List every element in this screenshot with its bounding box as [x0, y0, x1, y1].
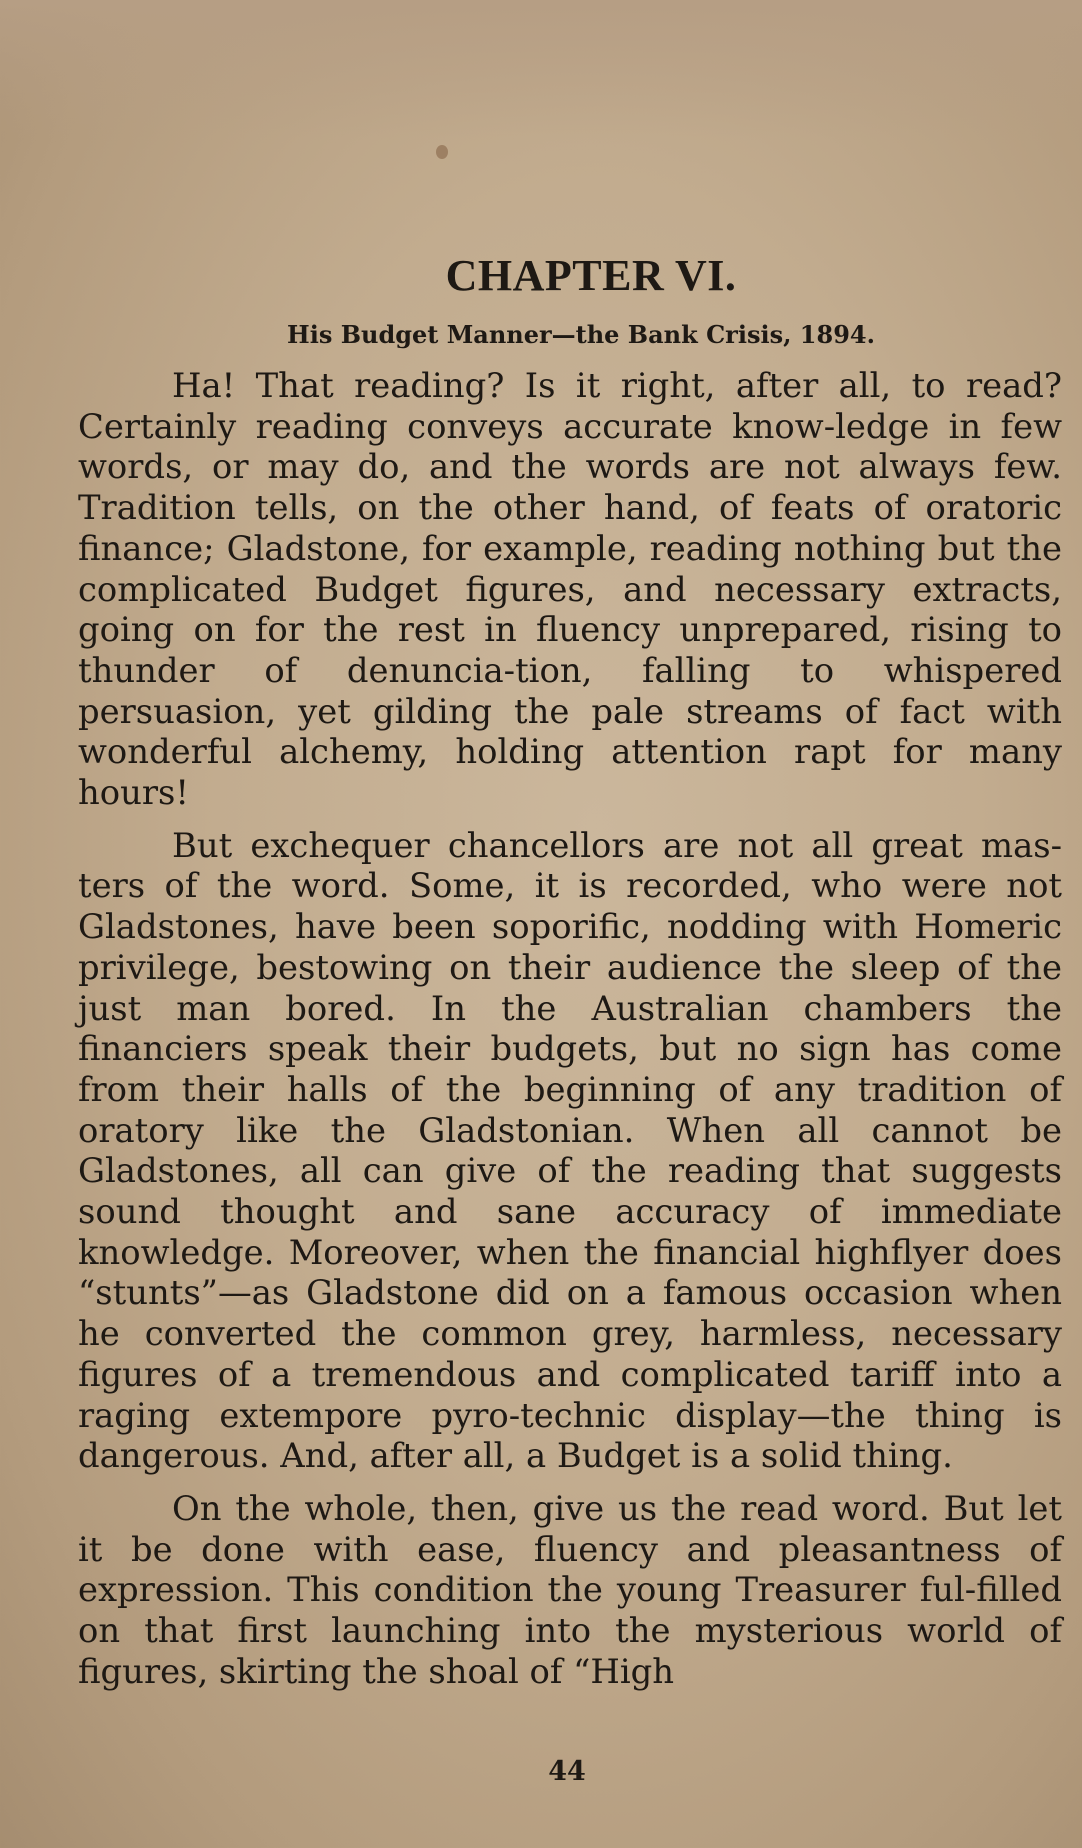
paragraph: But exchequer chancellors are not all great mas-ters of the word. Some, it is recorded, who were not Gladstones, have been soporific, nodding with Homeric privilege, bestowing on their audience the sleep of the just man bored. In the Australian chambers the financiers speak their budgets, but no sign has come from their halls of the beginning of any tradition of oratory like the Gladstonian. When all cannot be Gladstones, all can give of the reading that suggests sound thought and sane accuracy of immediate knowledge. Moreover, when the financial highflyer does “stunts”—as Gladstone did on a famous occasion when he converted the common grey, harmless, necessary figures of a tremendous and complicated tariff into a raging extempore pyro-technic display—the thing is dangerous. And, after all, a Budget is a solid thing. — [78, 825, 1062, 1476]
body-text — [78, 366, 1062, 1693]
paper-spot — [436, 145, 448, 159]
page-top-shading — [0, 0, 1082, 140]
paragraph: On the whole, then, give us the read word. But let it be done with ease, fluency and pleasantness of expression. This condition the young Treasurer ful-filled on that first launching into the mysterious world of figures, skirting the shoal of “High — [78, 1488, 1062, 1691]
page-number: 44 — [548, 1756, 586, 1787]
paragraph: Ha! That reading? Is it right, after all, to read? Certainly reading conveys accurate know-ledge in few words, or may do, and the words are not always few. Tradition tells, on the other hand, of feats of oratoric finance; Gladstone, for example, reading nothing but the complicated Budget figures, and necessary extracts, going on for the rest in fluency unprepared, rising to thunder of denuncia-tion, falling to whispered persuasion, yet gilding the pale streams of fact with wonderful alchemy, holding attention rapt for many hours! — [78, 366, 1062, 813]
chapter-title: CHAPTER VI. — [445, 251, 737, 300]
chapter-subtitle: His Budget Manner—the Bank Crisis, 1894. — [287, 320, 875, 349]
